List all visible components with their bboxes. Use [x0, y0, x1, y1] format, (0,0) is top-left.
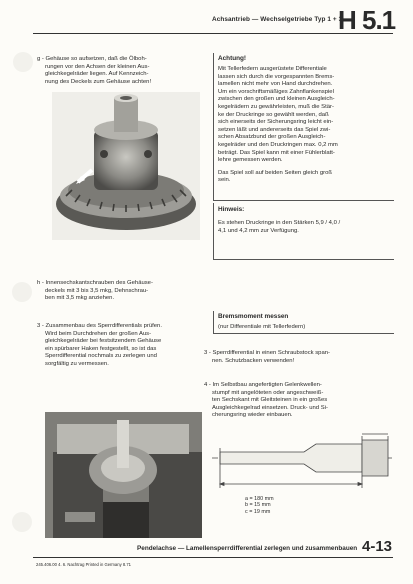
achtung-title: Achtung!	[218, 55, 247, 62]
text-line: sich einerseits der Sicherungsring leicht ein-	[218, 119, 334, 126]
punch-hole	[13, 52, 33, 72]
page-number: 4-13	[362, 538, 393, 555]
text-line: g - Gehäuse so aufsetzen, daß die Ölboh-	[37, 56, 147, 62]
text-line: gleichkegelräder liegen. Auf Kennzeich-	[45, 71, 149, 78]
text-line: 3 - Sperrdifferential in einen Schraubstock span-	[204, 350, 330, 356]
text-line: gleichkegelräder bei festsitzendem Gehäuse	[45, 338, 162, 345]
text-line: nung des Deckels zum Gehäuse achten!	[45, 78, 152, 85]
achtung-text	[218, 66, 396, 185]
step-g	[37, 56, 197, 86]
footer-title: Pendelachse — Lamellensperrdifferential zerlegen und zusammenbauen	[137, 545, 358, 552]
text-line: Mit Tellerfedern ausgerüstete Differentiale	[218, 66, 327, 72]
text-line: ten Sechskant mit Gleitsteinen in ein großes	[212, 397, 328, 404]
text-line: ben mit 3,5 mkg anziehen.	[45, 295, 115, 302]
text-line: 4,1 und 4,2 mm zur Verfügung.	[218, 227, 299, 234]
text-line: Um ein vorschriftsmäßiges Zahnflankenspiel	[218, 88, 334, 95]
step-3-right	[204, 350, 394, 365]
text-line: nen. Schutzbacken verwenden!	[212, 357, 295, 364]
photo-differential-assembly	[52, 92, 200, 240]
step-h	[37, 280, 197, 303]
dimension-list	[245, 496, 274, 515]
step-4-right	[204, 382, 394, 420]
text-line: 4 - Im Selbstbau angefertigten Gelenkwellen-	[204, 382, 322, 388]
header-title: Achsantrieb — Wechselgetriebe Typ 1 + 3	[212, 16, 343, 23]
text-line: kegelräder und den Druckringen max. 0,2 mm	[218, 141, 338, 148]
bremsmoment-note: (nur Differentiale mit Tellerfedern)	[218, 324, 306, 330]
text-run: deckels mit 3 bis 3,5 mkg, Dehnschrau-	[45, 287, 149, 294]
text-line: Ausgleichkegelrad einsetzen. Druck- und Si-	[212, 404, 328, 411]
header-rule	[33, 33, 393, 34]
text-line: rungen vor den Achsen der kleinen Aus-	[45, 63, 150, 70]
dimension-c: c = 19 mm	[245, 508, 271, 515]
bremsmoment-title: Bremsmoment messen	[218, 313, 289, 320]
text-line: schen Absatzbund der großen Ausgleich-	[218, 134, 326, 141]
hinweis-title: Hinweis:	[218, 206, 245, 213]
text-line: cherungsring wieder einbauen.	[212, 412, 293, 419]
text-line: sein.	[218, 177, 231, 184]
hinweis-text	[218, 220, 396, 235]
print-info: 245.406.00 4. 6. Nachtrag Printed in Germany 8.71	[36, 562, 131, 567]
text-line: lehre gemessen werden.	[218, 157, 283, 164]
step-3-left	[37, 323, 202, 369]
footer-rule	[33, 557, 393, 558]
section-code: H 5.1	[338, 5, 396, 35]
punch-hole	[12, 282, 32, 302]
text-line: h - Innensechskantschrauben des Gehäuse-	[37, 280, 153, 286]
text-line: Wird beim Durchdrehen der großen Aus-	[45, 330, 152, 337]
dimension-a: a = 180 mm	[245, 496, 274, 502]
text-line: ein spürbarer Haken festgestellt, so ist das	[45, 345, 157, 352]
text-line	[37, 288, 197, 296]
text-line: sorgfältig zu vermessen.	[45, 360, 109, 367]
text-line: Es stehen Druckringe in den Stärken 5,9 / 4,0 /	[218, 220, 341, 226]
shaft-stub-drawing	[212, 428, 394, 496]
text-line: kegelrädern zu gewährleisten, muß die Stär-	[218, 103, 334, 110]
photo-vise-torque-wrench	[45, 412, 202, 538]
punch-hole	[12, 512, 32, 532]
text-line: 3 - Zusammenbau des Sperrdifferentials prüfen.	[37, 323, 162, 329]
text-line: lamellen nicht mehr von Hand durchdrehen.	[218, 81, 333, 88]
text-line: zwischen den großen und kleinen Ausgleich-	[218, 96, 335, 103]
text-line: Das Spiel soll auf beiden Seiten gleich groß	[218, 169, 332, 176]
text-line: Sperrdifferential nochmals zu zerlegen und	[45, 353, 157, 360]
text-line: setzen läßt und andererseits das Spiel zwi-	[218, 126, 331, 133]
text-line: ke der Druckringe so gewählt werden, daß	[218, 111, 329, 118]
text-line: lassen sich durch die vorgespannten Brems-	[218, 73, 335, 80]
text-line: stumpf mit angelöteten oder angeschweiß-	[212, 389, 324, 396]
text-line: beträgt. Das Spiel kann mit einer Fühlerblatt-	[218, 149, 335, 156]
dimension-b: b = 15 mm	[245, 502, 271, 509]
